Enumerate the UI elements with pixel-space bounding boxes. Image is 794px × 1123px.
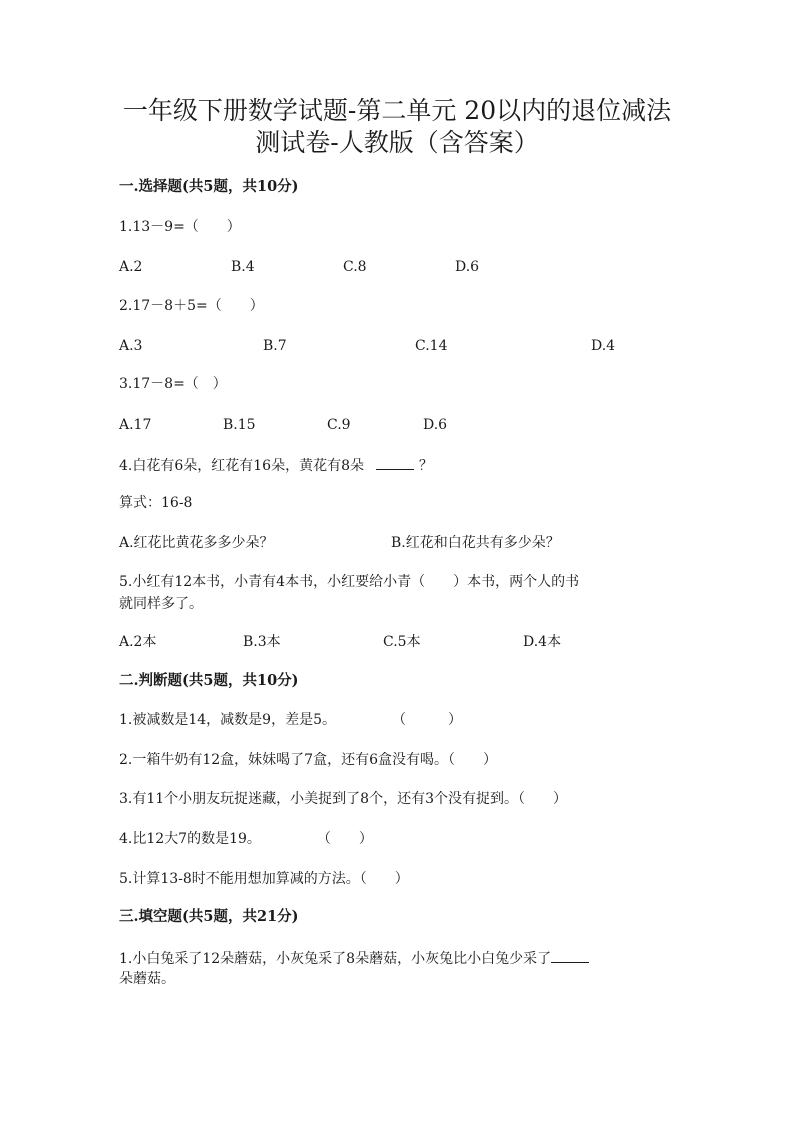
question-5-option-c: C.5本 [383, 634, 421, 650]
question-5-stem-line2: 就同样多了。 [119, 596, 203, 612]
judge-question-3: 3.有11个小朋友玩捉迷藏，小美捉到了8个，还有3个没有捉到。（ ） [119, 791, 567, 807]
judge-question-2: 2.一箱牛奶有12盒，妹妹喝了7盒，还有6盒没有喝。（ ） [119, 752, 497, 768]
question-1-option-a: A.2 [119, 259, 143, 275]
question-2-option-a: A.3 [119, 338, 143, 354]
judge-question-5: 5.计算13-8时不能用想加算减的方法。（ ） [119, 871, 409, 887]
question-2-option-c: C.14 [415, 338, 448, 354]
section-heading-judge: 二.判断题(共5题，共10分) [119, 672, 299, 689]
page-title-line1: 一年级下册数学试题-第二单元 20以内的退位减法 [122, 96, 672, 125]
question-3-option-c: C.9 [327, 417, 351, 433]
fill-question-1-blank [551, 948, 589, 963]
question-4-stem-row [119, 455, 433, 475]
question-1-stem: 1.13－9=（ ） [119, 219, 241, 235]
question-3-option-d: D.6 [423, 417, 448, 433]
question-5-option-a: A.2本 [119, 634, 157, 650]
section-heading-choice: 一.选择题(共5题，共10分) [119, 178, 299, 195]
judge-question-1: 1.被减数是14，减数是9，差是5。 （ ） [119, 712, 462, 728]
question-3-option-b: B.15 [223, 417, 256, 433]
question-1-option-b: B.4 [231, 259, 255, 275]
question-4-blank [376, 455, 414, 470]
fill-question-1-line1 [119, 948, 589, 968]
page-title-line2: 测试卷-人教版（含答案） [255, 128, 539, 157]
question-2-option-b: B.7 [263, 338, 287, 354]
question-1-option-c: C.8 [343, 259, 367, 275]
question-5-option-b: B.3本 [243, 634, 281, 650]
question-5-stem-line1: 5.小红有12本书，小青有4本书，小红要给小青（ ）本书，两个人的书 [119, 574, 580, 590]
question-3-stem: 3.17－8=（ ） [119, 376, 227, 392]
question-4-stem-end: ？ [418, 458, 433, 474]
question-1-option-d: D.6 [455, 259, 480, 275]
question-3-option-a: A.17 [119, 417, 152, 433]
question-2-stem: 2.17－8＋5=（ ） [119, 298, 264, 314]
fill-question-1-line2: 朵蘑菇。 [119, 971, 175, 987]
question-4-option-b: B.红花和白花共有多少朵？ [391, 535, 560, 551]
section-heading-fill: 三.填空题(共5题，共21分) [119, 908, 299, 925]
judge-question-4: 4.比12大7的数是19。 （ ） [119, 831, 373, 847]
question-2-option-d: D.4 [591, 338, 616, 354]
question-4-formula: 算式：16-8 [119, 495, 193, 511]
question-5-option-d: D.4本 [523, 634, 562, 650]
question-4-stem: 4.白花有6朵，红花有16朵，黄花有8朵 [119, 458, 364, 474]
fill-question-1-text: 1.小白兔采了12朵蘑菇，小灰兔采了8朵蘑菇，小灰兔比小白兔少采了 [119, 951, 552, 967]
question-4-option-a: A.红花比黄花多多少朵？ [119, 535, 274, 551]
